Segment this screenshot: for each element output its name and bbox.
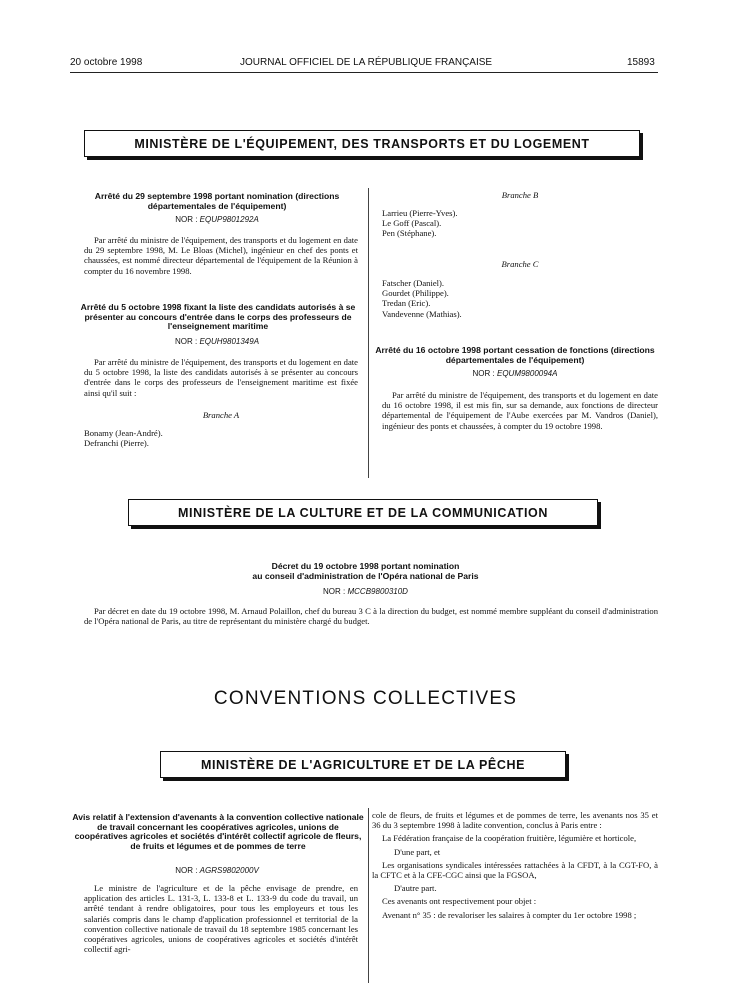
decret-text xyxy=(84,606,658,626)
avis-nor xyxy=(72,866,362,875)
arrete2-text xyxy=(84,357,358,398)
nor-code: EQUP9801292A xyxy=(199,215,259,224)
nor-label: NOR : xyxy=(174,337,198,346)
candidate-name: Larrieu (Pierre-Yves). xyxy=(382,208,458,218)
avis-title: Avis relatif à l'extension d'avenants à la convention collective nationale de travail concernant les coopératives agricoles, unions de coopératives agricoles et sociétés d'intérêt collectif agricole de fleurs, de fruits et légumes et de pommes de terre xyxy=(72,812,364,851)
candidate-name: Bonamy (Jean-André). xyxy=(84,428,163,438)
page-number: 15893 xyxy=(627,57,655,68)
branche-b-list xyxy=(382,208,458,239)
arrete1-nor xyxy=(72,215,362,224)
nor-code: AGRS9802000V xyxy=(199,866,259,875)
ministry-culture-box xyxy=(128,499,598,526)
header-rule xyxy=(70,72,658,73)
avis-paragraph-left: Le ministre de l'agriculture et de la pêche envisage de prendre, en application des articles L. 131-3, L. 133-8 et L. 133-9 du code du travail, un arrêté tendant à rendre obligatoires, pour tous les employeurs et tous les salariés compris dans le champ d'application professionnel et territorial de la convention collective nationale de travail du 18 septembre 1985 concernant les coopératives agricoles, unions de coopératives agricoles et sociétés d'intérêt collectif agri- xyxy=(84,883,358,955)
arrete3-paragraph: Par arrêté du ministre de l'équipement, des transports et du logement en date du 16 octobre 1998, il est mis fin, sur sa demande, aux fonctions de directeur départemental de l'équipement de l'Aube exercées par M. Vandros (Daniel), ingénieur des ponts et chaussées, à compter du 19 octobre 1998. xyxy=(382,390,658,431)
nor-label: NOR : xyxy=(472,369,495,378)
candidate-name: Vandevenne (Mathias). xyxy=(382,308,462,319)
branche-c-label: Branche C xyxy=(501,259,539,269)
arrete2-nor xyxy=(72,337,362,346)
arrete1-paragraph: Par arrêté du ministre de l'équipement, des transports et du logement en date du 29 septembre 1998, M. Le Bloas (Michel), ingénieur en chef des ponts et chaussées, est nommé directeur départemental de l'équipement de la Réunion à compter du 16 novembre 1998. xyxy=(84,235,358,276)
avis-text-left xyxy=(84,883,358,954)
nor-code: MCCB9800310D xyxy=(347,587,408,596)
nor-label: NOR : xyxy=(323,587,346,596)
branche-a-list xyxy=(84,428,163,448)
decret-title-line1: Décret du 19 octobre 1998 portant nomination xyxy=(271,561,460,571)
avis-paragraph-right-4: Les organisations syndicales intéressées rattachées à la CFDT, à la CGT-FO, à la CFTC et à la CFE-CGC ainsi que la FGSOA, xyxy=(372,859,658,881)
journal-title: JOURNAL OFFICIEL DE LA RÉPUBLIQUE FRANÇAISE xyxy=(240,57,493,68)
avis-paragraph-right-1: cole de fleurs, de fruits et légumes et de pommes de terre, les avenants nos 35 et 36 du 3 septembre 1998 à ladite convention, conclus à Paris entre : xyxy=(372,810,658,831)
conventions-heading: CONVENTIONS COLLECTIVES xyxy=(213,688,518,709)
decret-paragraph: Par décret en date du 19 octobre 1998, M. Arnaud Polaillon, chef du bureau 3 C à la direction du budget, est nommé membre suppléant du conseil d'administration de l'Opéra national de Paris, au titre de représentant du ministère chargé du budget. xyxy=(84,606,658,627)
nor-label: NOR : xyxy=(175,866,198,875)
decret-title-line2: au conseil d'administration de l'Opéra national de Paris xyxy=(252,570,479,581)
nor-code: EQUM9800094A xyxy=(496,369,558,378)
column-divider-2 xyxy=(368,808,369,983)
avis-paragraph-right-6: Ces avenants ont respectivement pour objet : xyxy=(382,896,537,907)
arrete3-text xyxy=(382,390,658,431)
decret-nor xyxy=(0,587,731,596)
column-divider xyxy=(368,188,369,478)
avis-paragraph-right-3: D'une part, et xyxy=(394,846,441,857)
candidate-name: Fatscher (Daniel). xyxy=(382,278,445,288)
candidate-name: Gourdet (Philippe). xyxy=(382,288,449,299)
candidate-name: Tredan (Eric). xyxy=(382,298,431,309)
branche-a-label: Branche A xyxy=(202,410,240,420)
ministry-equipement-box xyxy=(84,130,640,157)
arrete2-paragraph: Par arrêté du ministre de l'équipement, des transports et du logement en date du 5 octobre 1998, la liste des candidats autorisés à se présenter au concours d'entrée dans le corps des professeurs de l'enseignement maritime est fixée ainsi qu'il suit : xyxy=(84,357,358,398)
candidate-name: Le Goff (Pascal). xyxy=(382,218,442,229)
branche-b-label: Branche B xyxy=(501,190,539,200)
arrete2-title: Arrêté du 5 octobre 1998 fixant la liste des candidats autorisés à se présenter au concours d'entrée dans le corps des professeurs de l'enseignement maritime xyxy=(80,302,356,331)
avis-paragraph-right-5: D'autre part. xyxy=(394,883,437,894)
avis-paragraph-right-7: Avenant n° 35 : de revaloriser les salaires à compter du 1er octobre 1998 ; xyxy=(382,909,637,920)
ministry-culture-title: MINISTÈRE DE LA CULTURE ET DE LA COMMUNICATION xyxy=(178,505,548,520)
avis-text-right xyxy=(372,810,658,920)
nor-label: NOR : xyxy=(175,215,198,224)
header-date: 20 octobre 1998 xyxy=(70,57,143,68)
avis-paragraph-right-2: La Fédération française de la coopération fruitière, légumière et horticole, xyxy=(382,833,637,844)
ministry-agriculture-title: MINISTÈRE DE L'AGRICULTURE ET DE LA PÊCHE xyxy=(200,757,526,772)
branche-c-list xyxy=(382,278,462,319)
decret-title xyxy=(0,562,731,581)
nor-code: EQUH9801349A xyxy=(199,337,260,346)
arrete3-nor xyxy=(370,369,660,378)
arrete1-title: Arrêté du 29 septembre 1998 portant nomination (directions départementales de l'équipement) xyxy=(94,191,340,211)
arrete3-title: Arrêté du 16 octobre 1998 portant cessation de fonctions (directions départementales de l'équipement) xyxy=(375,345,655,365)
arrete1-text xyxy=(84,235,358,276)
ministry-equipement-title: MINISTÈRE DE L'ÉQUIPEMENT, DES TRANSPORTS ET DU LOGEMENT xyxy=(134,136,590,151)
candidate-name: Defranchi (Pierre). xyxy=(84,438,149,449)
candidate-name: Pen (Stéphane). xyxy=(382,228,437,239)
ministry-agriculture-box xyxy=(160,751,566,778)
